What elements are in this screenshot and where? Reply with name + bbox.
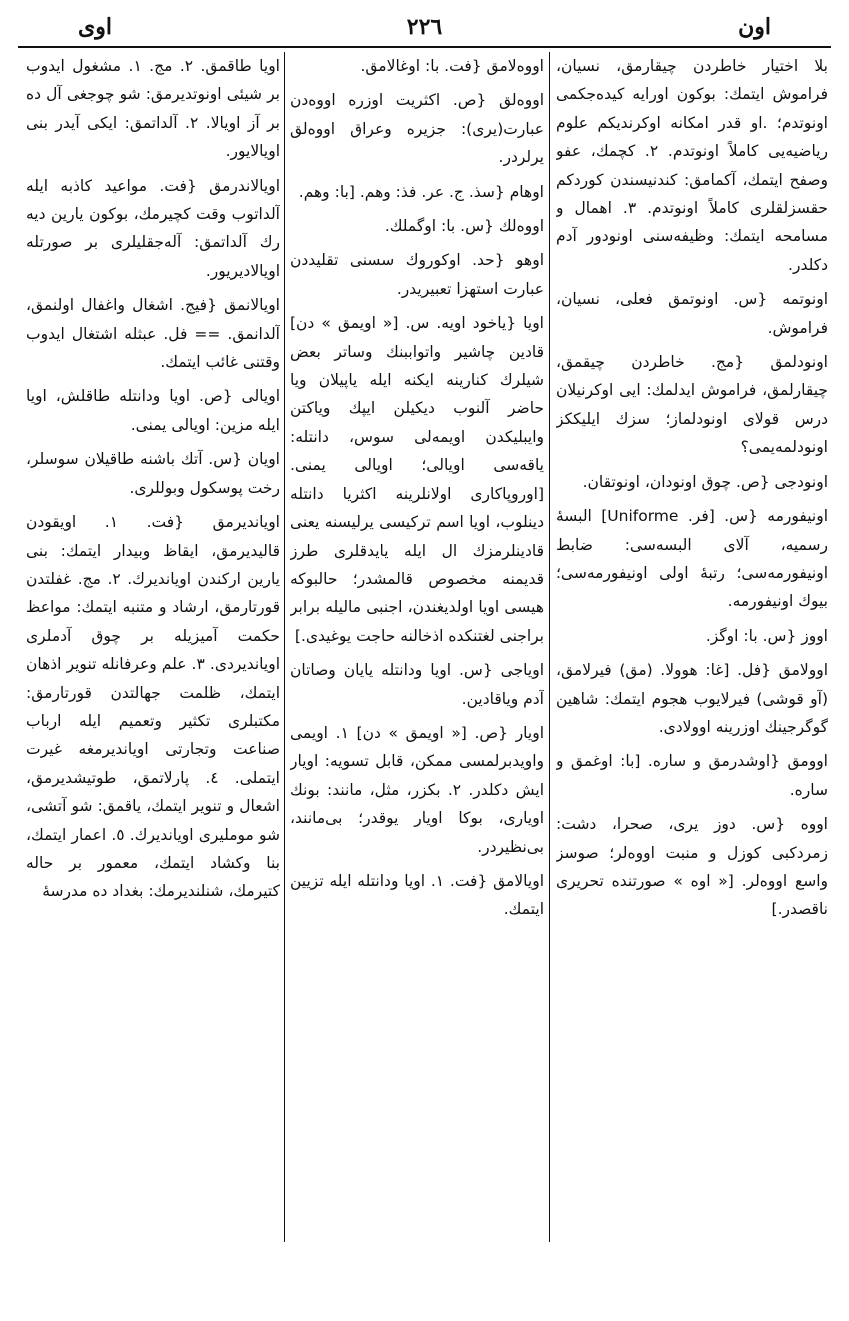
entry: اونودجى {ص. چوق اونودان، اونوتقان. [582,472,828,491]
entry: اونودلمق {مج. خاطردن چيقمق، چيقارلمق، فراموش ايدلمك: ايى اوكرنيلان درس قولاى اونودلماز؛ سزك ايليككز اونودلمه‌يمى؟ [556,353,828,457]
entry: اوولامق {فل. [غا: هوولا. (مق) فيرلامق، (آو قوشى) فيرلايوب هجوم ايتمك: شاهين گوگرجينك اوزرينه اوولادى. [556,661,828,736]
header-left-guide-word: اوى [78,14,112,40]
entry: اوهو {حد. اوكوروك سسنى تقليددن عبارت استهزا تعبيريدر. [290,251,544,298]
header-rule [18,46,831,48]
page-header [18,14,831,44]
page-number: ٢٢٦ [406,14,443,40]
entry: اونيفورمه {س. [فر. Uniforme] البسهٔ رسميه، آلاى البسه‌سى: ضابط اونيفورمه‌سى؛ رتبهٔ اولى اونيفورمه‌سى؛ بيوك اونيفورمه. [556,507,828,611]
entry: اووز {س. با: اوگز. [705,626,828,645]
entry: اويالامق {فت. ١. اويا ودانتله ايله تزيين ايتمك. [290,871,544,919]
entry: اووه‌لق {ص. اكثريت اوزره اووه‌دن عبارت(يرى): جزيره وعراق اووه‌لق يرلردر. [290,91,544,167]
entry: اويان {س. آتك باشنه طاقيلان سوسلر، رخت پوسكول وبوللرى. [26,450,280,497]
header-right-guide-word: اون [738,14,771,40]
entry: اونوتمه {س. اونوتمق فعلى، نسيان، فراموش. [556,290,828,337]
column-right [556,52,828,1242]
entry: اوياجى {س. اويا ودانتله يايان وصاتان آدم وياقادين. [290,661,544,708]
entry: اووه {س. دوز يرى، صحرا، دشت: زمردكبى كوزل و منبت اووه‌لر؛ صوسز واسع اووه‌لر. [« اوه » صورتنده تحريرى ناقصدر.] [556,815,828,919]
entry: اويالى {ص. اويا ودانتله طاقلش، اويا ايله مزين: اويالى يمنى. [26,387,280,434]
entry: اوومق {اوشدرمق و ساره. [با: اوغمق و ساره. [556,752,828,799]
column-divider-left [284,52,285,1242]
column-divider-right [549,52,550,1242]
entry: اويالانمق {فيج. اشغال واغفال اولنمق، آلدانمق. == فل. عبثله اشتغال ايدوب وقتنى غائب ايتمك. [26,296,280,372]
column-middle [290,52,544,1242]
entry: اويار {ص. [« اويمق » دن] ١. اويمى واويدبرلمسى ممكن، قابل تسويه: اويار ايش دكلدر. ٢. بكزر، مثل، مانند: بونك اويارى، بوكا اويار يوقدر؛ بى‌مانند، بى‌نظيردر. [290,723,544,856]
entry: اويالاندرمق {فت. مواعيد كاذبه ايله آلداتوب وقت كچيرمك، بوكون يارين ديه رك آلداتمق: آله‌جقليلرى بر صورتله اويالاديريور. [26,176,280,280]
entry: بلا اختيار خاطردن چيقارمق، نسيان، فراموش ايتمك: بوكون اورايه كيده‌جكمى اونوتدم؛ .او قدر امكانه اوكرنديكم علوم رياضيه‌يى كاملاً اونوتدم. ٢. كچمك، عفو وصفح ايتمك، آكمامق: كندنيسندن كوردكم حقسزلقلرى كاملاً اونوتدم. ٣. اهمال و مسامحه ايتمك: وظيفه‌سنى اونودور آدم دكلدر. [556,57,828,274]
entry: اويا طاقمق. ٢. مج. ١. مشغول ايدوب بر شيئى اونوتديرمق: شو چوجغى آل ده بر آز اويالا. ٢. آلداتمق: ايكى آيدر بنى اويالايور. [26,57,280,161]
entry: اويا {ياخود اويه. س. [« اويمق » دن] قادين چاشير واتواببنك وساتر بعض شيلرك كنارينه ايكنه ايله ياپيلان ويا حاضر آلنوب ديكيلن ايپك وياكتن وايبليكدن اويمه‌لى سوس، دانتله: ياقه‌سى اويالى؛ اويالى يمنى. [اوروپاكارى اولانلرينه اكثريا دانتله دينلوب، اويا اسم تركيسى يرليسنه يعنى قادينلرمزك ال ايله يايدقلرى طرز قديمنه مخصوص قالمشدر؛ حالبوكه هيسى اويا اولديغندن، اجنبى ماليله برابر براجنى لغتنكده اذخالنه حاجت يوغيدى.] [290,314,544,645]
entry: اويانديرمق {فت. ١. اويقودن قاليديرمق، ايقاظ وبيدار ايتمك: بنى يارين اركندن اويانديرك. ٢. مج. غفلتدن قورتارمق، ارشاد و متنبه ايتمك: مواعظ حكمت آميزيله بر چوق آدملرى اويانديردى. ٣. علم وعرفانله تنوير اذهان ايتمك، ظلمت جهالتدن قورتارمق: مكتبلرى تكثير وتعميم ايله ارباب صناعت وتجارتى اويانديرمغه غيرت ايتملى. ٤. پارلاتمق، طوتيشديرمق، اشعال و تنوير ايتمك، ياقمق: شو آتشى، شو مومليرى اويانديرك. ٥. اعمار ايتمك، بنا وكشاد ايتمك، معمور بر حاله كتيرمك، شنلنديرمك: بغداد ده مدرسهٔ [26,513,280,901]
column-left [26,52,280,1242]
entry: اووه‌لك {س. با: اوگملك. [384,217,544,236]
entry: اووه‌لامق {فت. با: اوغالامق. [360,57,544,75]
entry: اوهام {سذ. ج. عر. فذ: وهم. [با: وهم. [298,182,544,201]
